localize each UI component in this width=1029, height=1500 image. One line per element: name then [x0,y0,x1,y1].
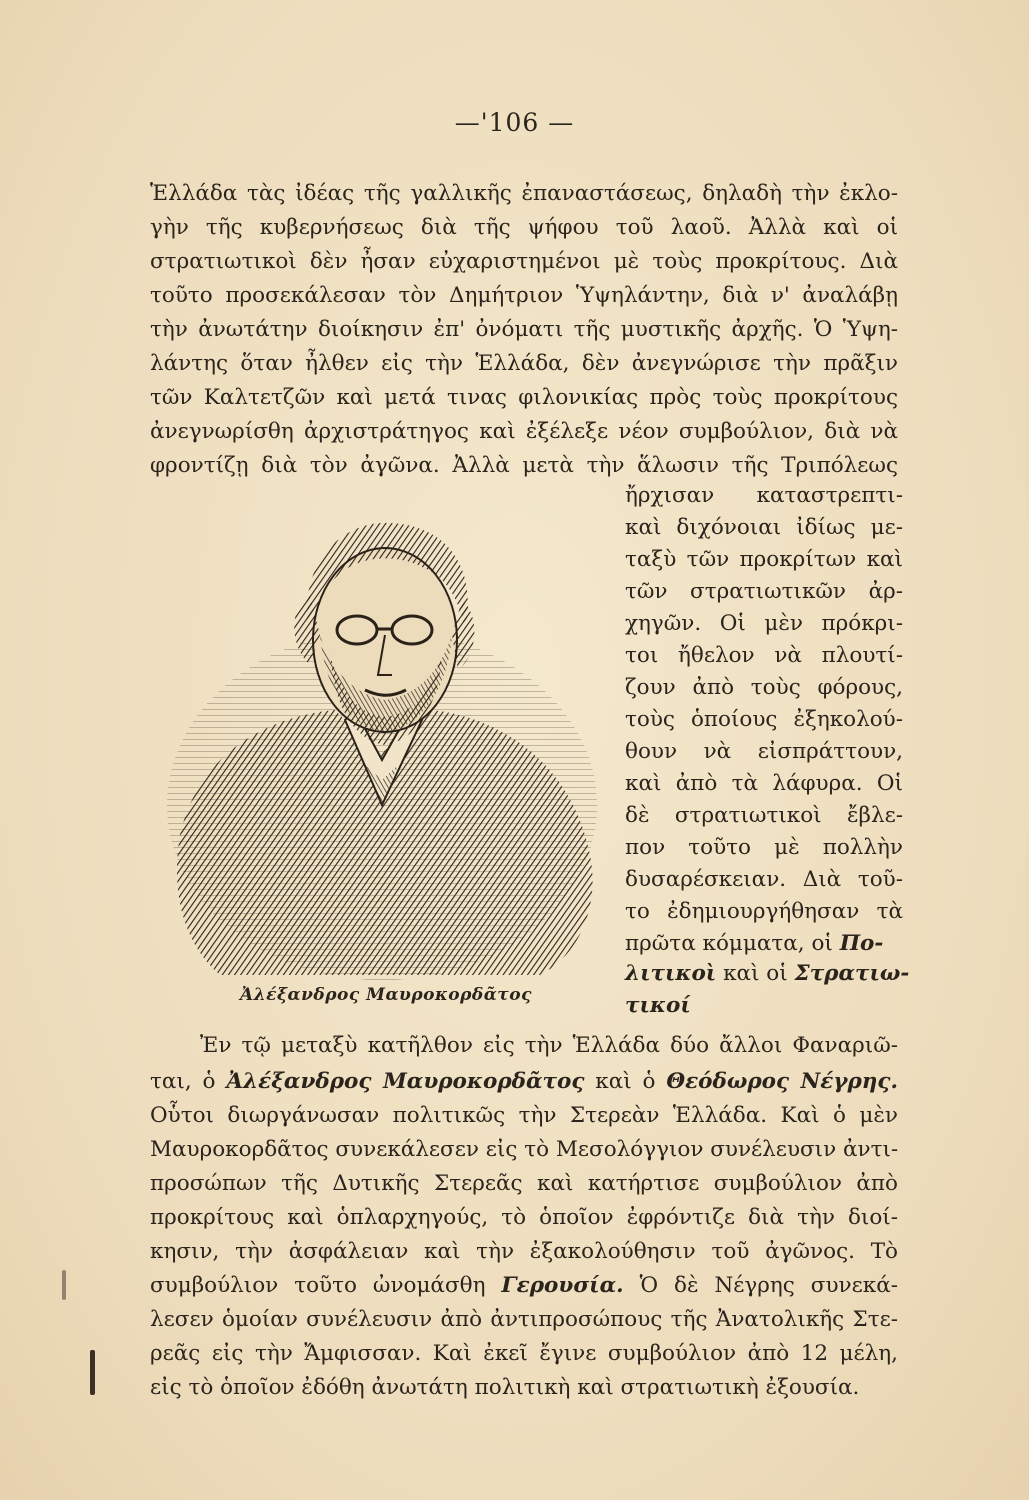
text-segment: Ὁ δὲ Νέγρης συνεκά- [639,1273,898,1298]
term-politikoi: λιτικοὶ [625,961,717,986]
column-line: χηγῶν. Οἱ μὲν πρόκρι- [625,611,903,636]
bottom-line-10: ρεᾶς εἰς τὴν Ἄμφισσαν. Καὶ ἐκεῖ ἔγινε συμβούλιον ἀπὸ 12 μέλη, [150,1341,898,1366]
column-line: τοὺς ὁποίους ἐξηκολού- [625,707,903,732]
text-segment: συμβούλιον τοῦτο ὠνομάσθη [150,1273,486,1298]
top-line: στρατιωτικοὶ δὲν ἦσαν εὐχαριστημένοι μὲ τοὺς προκρίτους. Διὰ [150,249,898,274]
top-line: τοῦτο προσεκάλεσαν τὸν Δημήτριον Ὑψηλάντην, διὰ ν' ἀναλάβῃ [150,283,898,308]
bottom-line-4: Μαυροκορδᾶτος συνεκάλεσεν εἰς τὸ Μεσολόγγιον συνέλευσιν ἀντι- [150,1137,899,1162]
bottom-line-9: λεσεν ὁμοίαν συνέλευσιν ἀπὸ ἀντιπροσώπους τῆς Ἀνατολικῆς Στε- [150,1307,898,1332]
top-line: γὴν τῆς κυβερνήσεως διὰ τῆς ψήφου τοῦ λαοῦ. Ἀλλὰ καὶ οἱ [150,215,898,240]
bottom-line-5: προσώπων τῆς Δυτικῆς Στερεᾶς καὶ κατήρτισε συμβούλιον ἀπὸ [150,1171,898,1196]
term-politikoi-part: Πο- [839,931,884,956]
portrait-caption: Ἀλέξανδρος Μαυροκορδᾶτος [240,985,532,1005]
column-line: τῶν στρατιωτικῶν ἀρ- [625,579,903,604]
bottom-line-2 [150,1066,898,1098]
bottom-line-3: Οὗτοι διωργάνωσαν πολιτικῶς τὴν Στερεὰν Ἑλλάδα. Καὶ ὁ μὲν [150,1103,898,1128]
column-line: ἤρχισαν καταστρεπτι- [625,483,903,508]
column-line: πον τοῦτο μὲ πολλὴν [625,835,903,860]
term-stratiotikoi-end: τικοί [625,993,691,1018]
column-line: καὶ διχόνοιαι ἰδίως με- [625,515,903,540]
column-line: το ἐδημιουργήθησαν τὰ [625,899,903,924]
term-gerousia: Γερουσία. [501,1273,624,1298]
top-line: ἀνεγνωρίσθη ἀρχιστράτηγος καὶ ἐξέλεξε νέον συμβούλιον, διὰ νὰ [150,419,898,444]
top-line: Ἑλλάδα τὰς ἰδέας τῆς γαλλικῆς ἐπαναστάσεως, δηλαδὴ τὴν ἐκλο- [150,181,898,206]
bottom-line-8 [150,1270,898,1302]
text-segment: καὶ ὁ [595,1069,656,1094]
top-line: τὴν ἀνωτάτην διοίκησιν ἐπ' ὀνόματι τῆς μυστικῆς ἀρχῆς. Ὁ Ὑψη- [150,317,898,342]
column-conj: καὶ οἱ [723,961,788,986]
column-line: θουν νὰ εἰσπράττουν, [625,739,903,764]
column-line: ζουν ἀπὸ τοὺς φόρους, [625,675,903,700]
bottom-line-1: Ἐν τῷ μεταξὺ κατῆλθον εἰς τὴν Ἑλλάδα δύο ἄλλοι Φαναριῶ- [200,1033,898,1058]
top-line: λάντης ὅταν ἦλθεν εἰς τὴν Ἑλλάδα, δὲν ἀνεγνώρισε τὴν πρᾶξιν [150,351,898,376]
term-stratiotikoi-part: Στρατιω- [794,961,910,986]
name-negris: Θεόδωρος Νέγρης. [666,1069,898,1094]
column-line: ταξὺ τῶν προκρίτων καὶ [625,547,903,572]
column-line: δυσαρέσκειαν. Διὰ τοῦ- [625,867,903,892]
portrait-engraving [160,505,605,980]
column-line: δὲ στρατιωτικοὶ ἔβλε- [625,803,903,828]
binding-mark [62,1270,66,1300]
top-line: τῶν Καλτετζῶν καὶ μετά τινας φιλονικίας πρὸς τοὺς προκρίτους [150,385,898,410]
bottom-line-11: εἰς τὸ ὁποῖον ἐδόθη ἀνωτάτη πολιτικὴ καὶ στρατιωτικὴ ἐξουσία. [150,1375,860,1400]
column-line [625,928,883,960]
bottom-line-6: προκρίτους καὶ ὁπλαρχηγούς, τὸ ὁποῖον ἐφρόντιζε διὰ τὴν διοί- [150,1205,898,1230]
name-mavrokordatos: Ἀλέξανδρος Μαυροκορδᾶτος [226,1069,585,1094]
column-line: καὶ ἀπὸ τὰ λάφυρα. Οἱ [625,771,903,796]
top-line: φροντίζῃ διὰ τὸν ἀγῶνα. Ἀλλὰ μετὰ τὴν ἅλωσιν τῆς Τριπόλεως [150,453,898,478]
text-segment: πρῶτα κόμματα, οἱ [625,931,833,956]
bottom-line-7: κησιν, τὴν ἀσφάλειαν καὶ τὴν ἐξακολούθησιν τοῦ ἀγῶνος. Τὸ [150,1239,898,1264]
column-line-emph-1 [625,958,910,990]
text-segment: ται, ὁ [150,1069,216,1094]
column-line-emph-2 [625,990,903,1022]
column-line: τοι ἤθελον νὰ πλουτί- [625,643,903,668]
page-number: —'106 — [454,108,575,137]
binding-mark [90,1350,95,1395]
